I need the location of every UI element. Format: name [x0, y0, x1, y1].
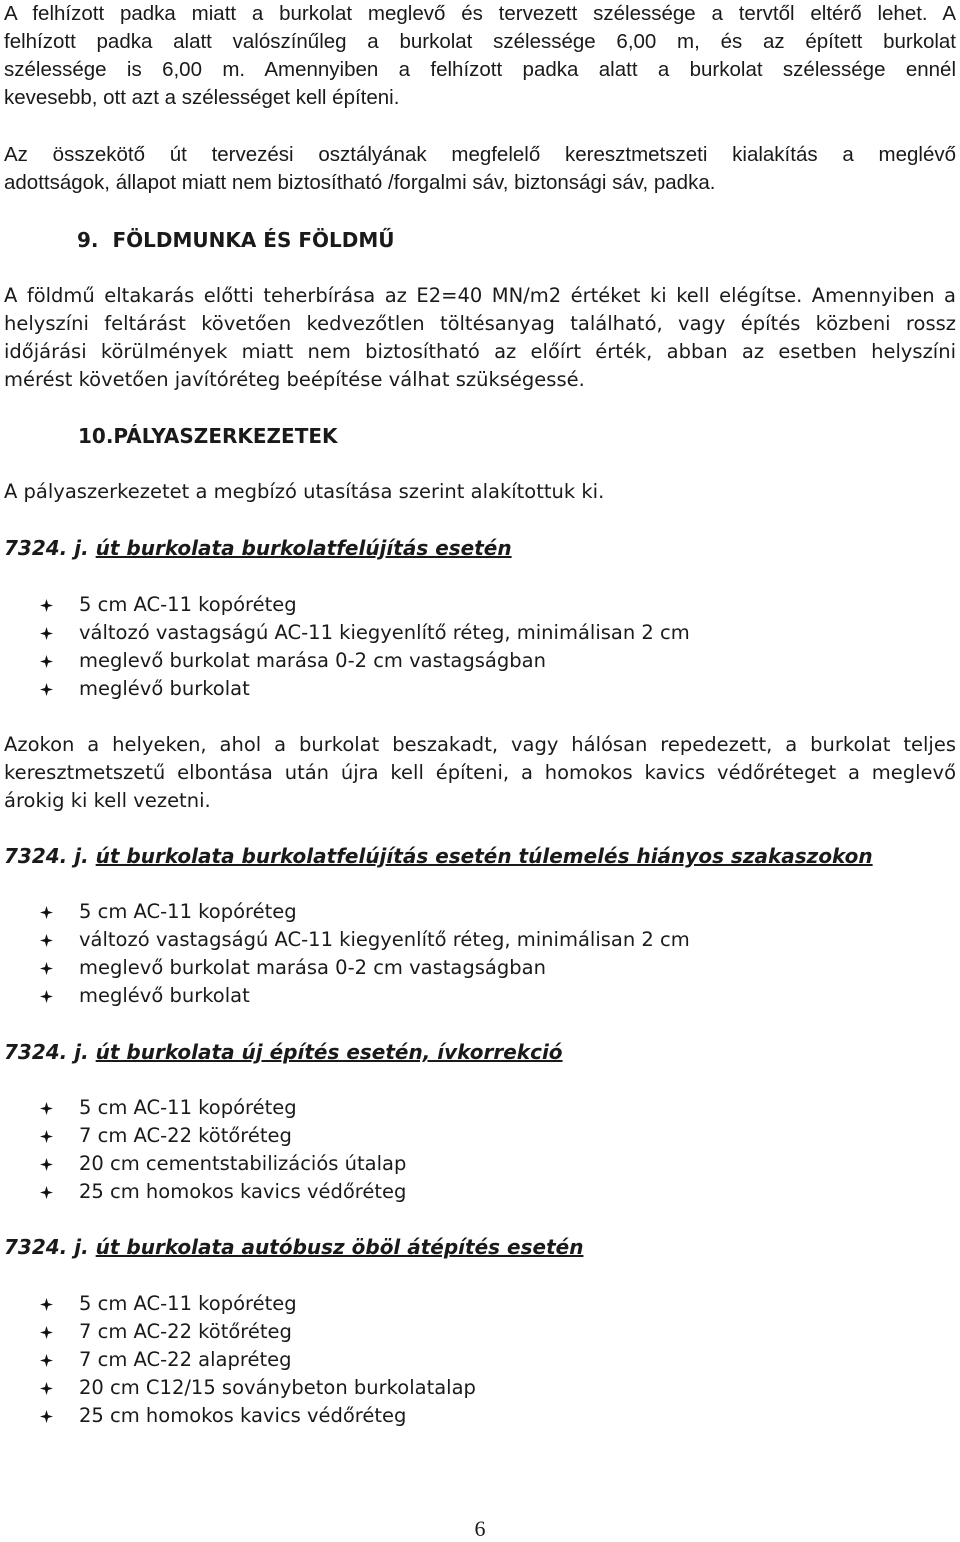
list-item	[40, 1150, 406, 1178]
section-number: 9.	[77, 228, 99, 252]
text-line: kevesebb, ott azt a szélességet kell építeni.	[4, 86, 400, 109]
layer-label: 7 cm AC-22 kötőréteg	[79, 1320, 292, 1343]
text-line: árokig ki kell vezetni.	[4, 789, 211, 812]
list-item	[40, 591, 297, 619]
text-line: Az összekötő út tervezési osztályának megfelelő keresztmetszeti kialakítás a meglévő	[4, 143, 956, 166]
structure-heading	[4, 1233, 956, 1261]
list-item	[40, 982, 250, 1010]
text-line: időjárási körülmények miatt nem biztosítható az előírt érték, abban az esetben helyszíni	[4, 340, 956, 363]
structure-title: út burkolata burkolatfelújítás esetén	[95, 536, 512, 560]
bullet-icon	[40, 1158, 53, 1171]
structure-prefix: 7324. j.	[4, 536, 89, 560]
text-line: felhízott padka alatt valószínűleg a burkolat szélessége 6,00 m, és az épített burkolat	[4, 30, 956, 53]
text-line: helyszíni feltárást követően kedvezőtlen töltésanyag található, vagy építés közbeni rossz	[4, 312, 956, 335]
structure-title: út burkolata burkolatfelújítás esetén túlemelés hiányos szakaszokon	[95, 844, 873, 868]
list-item	[40, 1178, 406, 1206]
structure-heading	[4, 1038, 956, 1066]
layer-label: 20 cm C12/15 soványbeton burkolatalap	[79, 1376, 476, 1399]
bullet-icon	[40, 1354, 53, 1367]
list-item	[40, 898, 297, 926]
bullet-icon	[40, 655, 53, 668]
bullet-icon	[40, 683, 53, 696]
bullet-icon	[40, 1102, 53, 1115]
list-item	[40, 1094, 297, 1122]
structure-title: út burkolata autóbusz öböl átépítés esetén	[95, 1235, 584, 1259]
page-number: 6	[474, 1516, 486, 1541]
layer-label: 25 cm homokos kavics védőréteg	[79, 1404, 407, 1427]
bullet-icon	[40, 627, 53, 640]
text-line: keresztmetszetű elbontása után újra kell építeni, a homokos kavics védőréteget a meglevő	[4, 761, 956, 784]
layer-label: meglevő burkolat marása 0-2 cm vastagságban	[79, 956, 546, 979]
bullet-icon	[40, 962, 53, 975]
layer-label: változó vastagságú AC-11 kiegyenlítő réteg, minimálisan 2 cm	[79, 928, 690, 951]
list-item	[40, 1346, 291, 1374]
list-item	[40, 675, 250, 703]
bullet-icon	[40, 990, 53, 1003]
layer-label: 5 cm AC-11 kopóréteg	[79, 1292, 297, 1315]
section-9-heading	[77, 226, 956, 254]
layer-label: 25 cm homokos kavics védőréteg	[79, 1180, 407, 1203]
text-line: adottságok, állapot miatt nem biztosítható /forgalmi sáv, biztonsági sáv, padka.	[4, 171, 716, 194]
text-line: A földmű eltakarás előtti teherbírása az E2=40 MN/m2 értéket ki kell elégítse. Amennyiben a	[4, 284, 956, 307]
bullet-icon	[40, 599, 53, 612]
layer-label: meglévő burkolat	[79, 677, 250, 700]
text-line: szélessége is 6,00 m. Amennyiben a felhízott padka alatt a burkolat szélessége ennél	[4, 58, 956, 81]
layer-label: változó vastagságú AC-11 kiegyenlítő réteg, minimálisan 2 cm	[79, 621, 690, 644]
text-line: Azokon a helyeken, ahol a burkolat beszakadt, vagy hálósan repedezett, a burkolat teljes	[4, 733, 956, 756]
structure-heading	[4, 842, 956, 870]
layer-label: 7 cm AC-22 alapréteg	[79, 1348, 292, 1371]
bullet-icon	[40, 934, 53, 947]
list-item	[40, 1290, 297, 1318]
layer-label: meglévő burkolat	[79, 984, 250, 1007]
list-item	[40, 954, 546, 982]
section-10-intro: A pályaszerkezetet a megbízó utasítása szerint alakítottuk ki.	[4, 480, 605, 503]
section-title: FÖLDMUNKA ÉS FÖLDMŰ	[112, 228, 395, 252]
structure-prefix: 7324. j.	[4, 1040, 89, 1064]
list-item	[40, 926, 690, 954]
layer-label: 5 cm AC-11 kopóréteg	[79, 900, 297, 923]
layer-label: 5 cm AC-11 kopóréteg	[79, 593, 297, 616]
text-line: A felhízott padka miatt a burkolat meglevő és tervezett szélessége a tervtől eltérő lehet. A	[4, 2, 956, 25]
layer-label: 5 cm AC-11 kopóréteg	[79, 1096, 297, 1119]
layer-label: meglevő burkolat marása 0-2 cm vastagságban	[79, 649, 546, 672]
structure-prefix: 7324. j.	[4, 844, 89, 868]
list-item	[40, 1374, 476, 1402]
structure-heading	[4, 534, 956, 562]
bullet-icon	[40, 1410, 53, 1423]
layer-label: 7 cm AC-22 kötőréteg	[79, 1124, 292, 1147]
bullet-icon	[40, 1186, 53, 1199]
structure-prefix: 7324. j.	[4, 1235, 89, 1259]
list-item	[40, 619, 690, 647]
bullet-icon	[40, 1298, 53, 1311]
section-10-heading: 10.PÁLYASZERKEZETEK	[78, 424, 338, 448]
bullet-icon	[40, 1326, 53, 1339]
text-line: mérést követően javítóréteg beépítése válhat szükségessé.	[4, 368, 585, 391]
list-item	[40, 647, 546, 675]
list-item	[40, 1402, 406, 1430]
bullet-icon	[40, 1382, 53, 1395]
list-item	[40, 1318, 292, 1346]
structure-title: út burkolata új építés esetén, ívkorrekció	[95, 1040, 563, 1064]
bullet-icon	[40, 906, 53, 919]
list-item	[40, 1122, 292, 1150]
layer-label: 20 cm cementstabilizációs útalap	[79, 1152, 407, 1175]
bullet-icon	[40, 1130, 53, 1143]
